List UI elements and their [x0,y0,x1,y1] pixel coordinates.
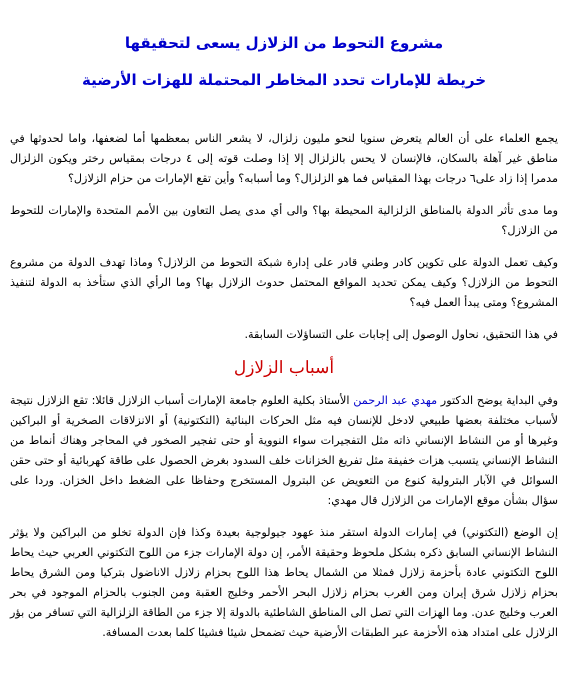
paragraph-investigation: في هذا التحقيق، نحاول الوصول إلى إجابات على التساؤلات السابقة. [244,328,558,341]
paragraph-questions-2: وكيف تعمل الدولة على تكوين كادر وطني قادر على إدارة شبكة التحوط من الزلازل؟ وماذا تهدف الدولة من مشروع التحوط من الزلازل؟ وكيف يمكن تحديد المواقع المحتمل حدوث الزلازل بها؟ وما الرأي الذي ستأخذ به الدولة لتنفيذ المشروع؟ ومتى يبدأ العمل فيه؟ [10,256,558,309]
paragraph-tectonic: إن الوضع (التكتوني) في إمارات الدولة استقر منذ عهود جيولوجية بعيدة وكذا فإن الدولة تخلو من البراكين ولا يؤثر النشاط الإنساني السابق ذكره بشكل ملحوظ وحقيقة الأمر، إن دولة الإمارات جزء من اللوح التكتوني العربي حيث يحاط اللوح التكتوني عادة بأحزمة زلازل فمثلا من الشمال يحاط هذا اللوح بحزام زلازل الاناضول بتركيا ومن الشرق يحاط بحزام زلازل شرق إيران ومن الغرب بحزام زلازل البحر الأحمر وخليج العقبة ومن الجنوب بالحزام الموجود في بحر العرب وخليج عدن. وما الهزات التي تصل الى المناطق الشاطئية بالدولة إلا جزء من الطاقة الزلزالية التي تسافر من بؤر الزلازل على امتداد هذه الأحزمة عبر الطبقات الأرضية حيث تضمحل شيئا فشيئا كلما بعدت المسافة. [10,526,558,639]
headline-title: مشروع التحوط من الزلازل يسعى لتحقيقها [124,34,444,52]
paragraph-questions-1: وما مدى تأثر الدولة بالمناطق الزلزالية المحيطة بها؟ والى أي مدى يصل التعاون بين الأمم المتحدة والإمارات للتحوط من الزلازل؟ [10,204,558,237]
causes-body-text: الأستاذ بكلية العلوم جامعة الإمارات أسباب الزلازل قائلا: تقع الزلازل نتيجة لأسباب مختلفة بعضها طبيعي لادخل للإنسان فيه مثل الحركات البنائية (التكتونية) أو الانزلاقات الصخرية أو البراكين وغيرها أو من النشاط الإنساني ذاته مثل التفجيرات سواء النووية أو حتى تفجير الصخور في المحاجر وهناك أنماط من النشاط الإنساني يتسبب هزات خفيفة مثل تفريغ الخزانات خلف السدود بغرض الحصول على طاقة كهربائية أو حتى حقن السوائل في الآبار البترولية كنوع من التعويض عن البترول المستخرج وحفاظا على الضغط داخل الخزان. وردا على سؤال بشأن موقع الإمارات من الزلازل قال مهدي: [10,394,558,507]
section-heading-causes: أسباب الزلازل [233,358,335,378]
headline-subtitle: خريطة للإمارات تحدد المخاطر المحتملة للهزات الأرضية [81,71,487,89]
paragraph-causes [10,391,558,511]
causes-intro-text: وفي البداية يوضح الدكتور [437,394,558,407]
article-body [10,129,558,643]
person-name-link[interactable]: مهدي عبد الرحمن [353,394,438,407]
paragraph-intro: يجمع العلماء على أن العالم يتعرض سنويا لنحو مليون زلزال، لا يشعر الناس بمعظمها أما لضعفها، واما لحدوثها في مناطق غير آهلة بالسكان، فالإنسان لا يحس بالزلزال إلا إذا وصلت قوته إلى ٤ درجات بمقياس رختر ويكون الزلزال مدمرا إذا زاد على٦ درجات بهذا المقياس فما هو الزلزال؟ وما أسبابه؟ وأين تقع الإمارات من حزام الزلازل؟ [10,132,558,185]
